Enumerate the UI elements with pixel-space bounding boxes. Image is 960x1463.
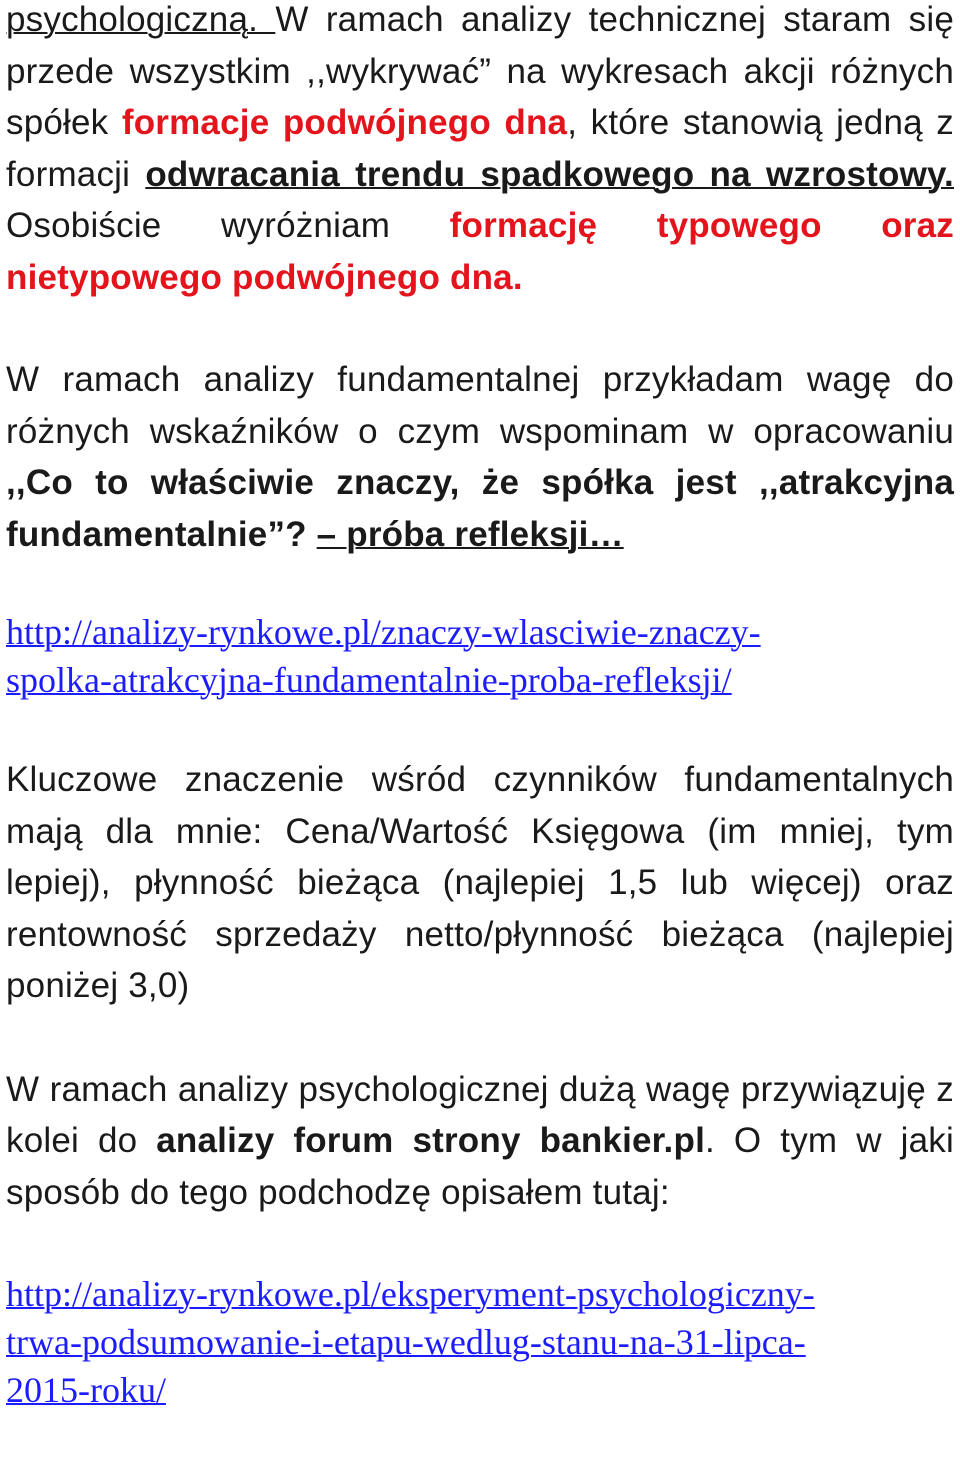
underlined-text: psychologiczną.: [6, 0, 276, 39]
paragraph-text: W ramach analizy fundamentalnej przykładam wagę do różnych wskaźników o czym wspominam w opracowaniu: [6, 360, 954, 451]
document-body: [6, 0, 954, 1414]
paragraph-text: . O tym w jaki sposób do tego podchodzę opisałem tutaj:: [6, 1121, 954, 1212]
paragraph-key-indicators: Kluczowe znaczenie wśród czynników fundamentalnych mają dla mnie: Cena/Wartość Księgowa (im mniej, tym lepiej), płynność bieżąca (najlepiej 1,5 lub więcej) oraz rentowność sprzedaży netto/płynność bieżąca (najlepiej poniżej 3,0): [6, 760, 954, 1005]
spacer: [6, 560, 954, 608]
paragraph-technical-analysis: [6, 0, 954, 303]
highlight-trend-reversal: odwracania trendu spadkowego na wzrostowy.: [145, 154, 954, 194]
spacer: [6, 1012, 954, 1064]
link-line[interactable]: 2015-roku/: [6, 1370, 166, 1410]
article-title: ,,Co to właściwie znaczy, że spółka jest ,,atrakcyjna fundamentalnie”?: [6, 463, 954, 554]
spacer: [6, 1218, 954, 1270]
paragraph-text: Osobiście wyróżniam: [6, 206, 450, 245]
highlight-double-bottom: formacje podwójnego dna: [121, 103, 568, 142]
link-psychological-experiment[interactable]: [6, 1270, 954, 1414]
paragraph-fundamental-analysis: [6, 354, 954, 560]
highlight-formation-types: formację typowego oraz nietypowego podwójnego dna.: [6, 206, 954, 297]
paragraph-psychological-analysis: [6, 1064, 954, 1219]
spacer: [6, 704, 954, 754]
spacer: [6, 303, 954, 354]
article-subtitle: – próba refleksji…: [316, 514, 624, 554]
paragraph-text: W ramach analizy technicznej staram się przede wszystkim ,,wykrywać” na wykresach akcji różnych spółek: [6, 0, 954, 142]
link-line[interactable]: http://analizy-rynkowe.pl/znaczy-wlasciwie-znaczy-: [6, 612, 761, 652]
link-line[interactable]: spolka-atrakcyjna-fundamentalnie-proba-refleksji/: [6, 660, 732, 700]
paragraph-text: W ramach analizy psychologicznej dużą wagę przywiązuję z kolei do: [6, 1069, 954, 1160]
link-line[interactable]: http://analizy-rynkowe.pl/eksperyment-psychologiczny-: [6, 1274, 815, 1314]
link-fundamental-article[interactable]: [6, 608, 954, 704]
paragraph-text: , które stanowią jedną z formacji: [6, 103, 954, 194]
highlight-forum-analysis: analizy forum strony bankier.pl: [156, 1121, 705, 1160]
link-line[interactable]: trwa-podsumowanie-i-etapu-wedlug-stanu-na-31-lipca-: [6, 1322, 806, 1362]
